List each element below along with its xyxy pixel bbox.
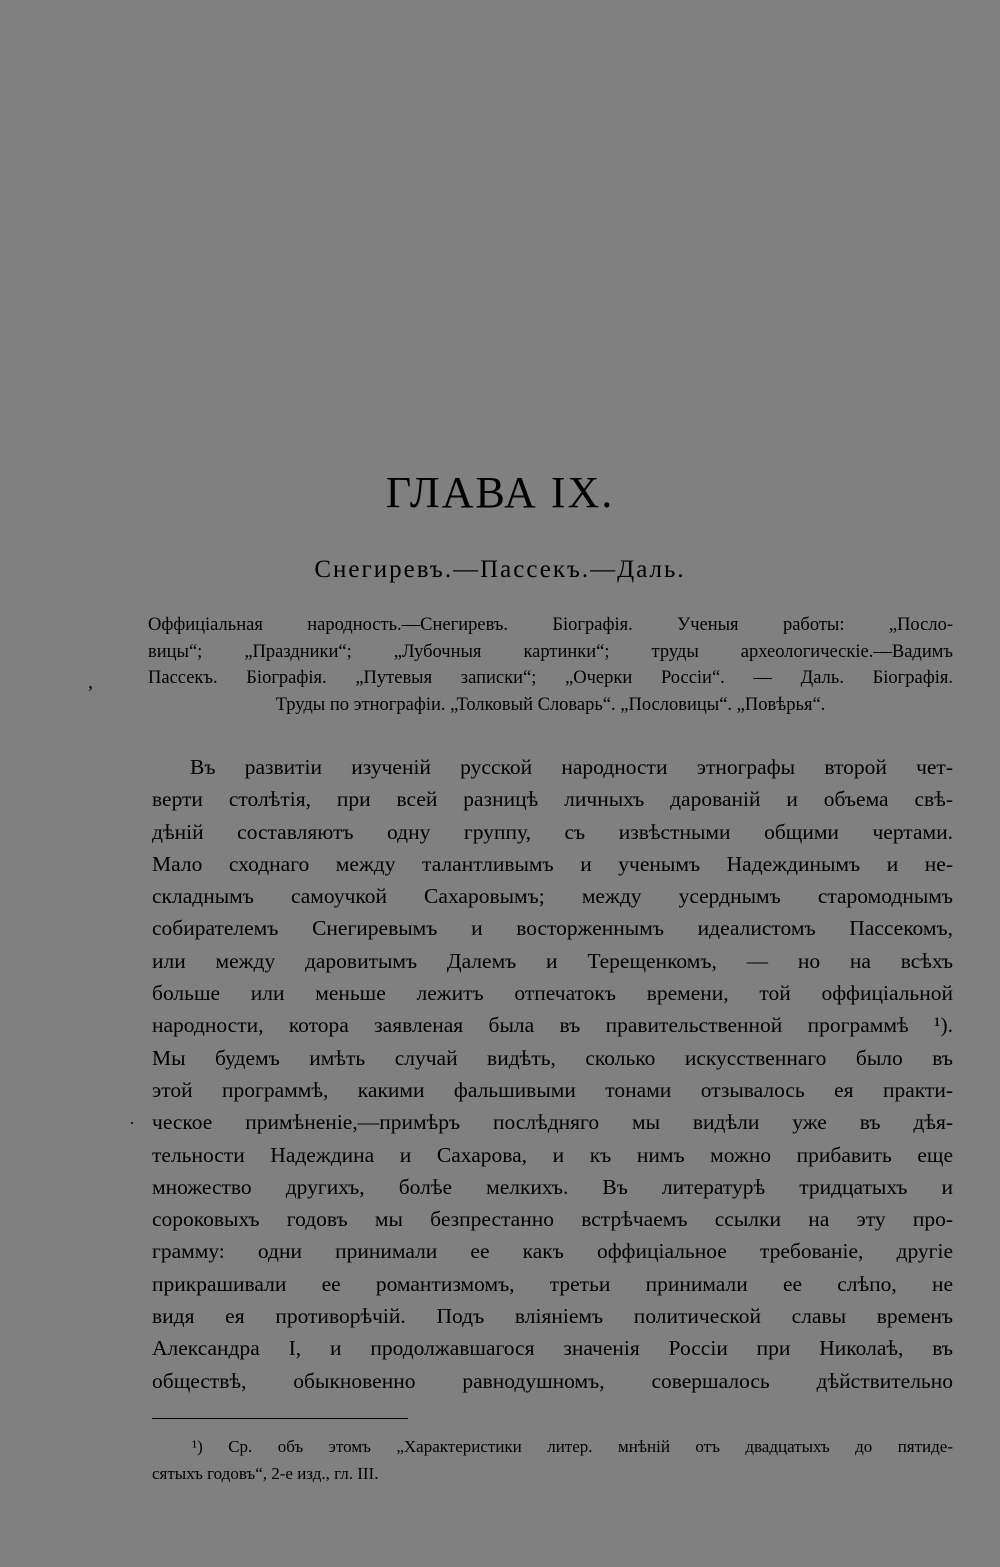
body-line: ческое примѣненіе,—примѣръ послѣдняго мы видѣли уже въ дѣя- [152, 1110, 953, 1135]
body-line: этой программѣ, какими фальшивыми тонами отзывалось ея практи- [152, 1077, 953, 1102]
scan-speck [131, 1122, 133, 1124]
body-line: складнымъ самоучкой Сахаровымъ; между усерднымъ старомоднымъ [152, 884, 953, 909]
footnote-divider [152, 1418, 408, 1419]
body-line: Мало сходнаго между талантливымъ и ученымъ Надеждинымъ и не- [152, 851, 953, 876]
chapter-subtitle: Снегиревъ.—Пассекъ.—Даль. [314, 556, 686, 583]
chapter-title: ГЛАВА IX. [385, 468, 615, 517]
body-line: прикрашивали ее романтизмомъ, третьи принимали ее слѣпо, не [152, 1271, 953, 1296]
body-line: верти столѣтія, при всей разницѣ личныхъ дарованій и объема свѣ- [152, 787, 953, 812]
body-line: множество другихъ, болѣе мелкихъ. Въ литературѣ тридцатыхъ и [152, 1174, 953, 1199]
summary-line: Оффиціальная народность.—Снегиревъ. Біографія. Ученыя работы: „Посло- [148, 615, 953, 635]
body-line: тельности Надеждина и Сахарова, и къ нимъ можно прибавить еще [152, 1142, 953, 1167]
footnote [152, 1433, 953, 1487]
body-line: Въ развитіи изученій русской народности этнографы второй чет- [190, 755, 953, 779]
chapter-summary [148, 612, 953, 718]
body-line: или между даровитымъ Далемъ и Терещенкомъ, — но на всѣхъ [152, 948, 953, 973]
body-line: народности, котора заявленая была въ правительственной программѣ ¹). [152, 1013, 953, 1038]
summary-line: вицы“; „Праздники“; „Лубочныя картинки“; труды археологическіе.—Вадимъ [148, 641, 953, 662]
summary-line: Труды по этнографіи. „Толковый Словарь“. „Пословицы“. „Повѣрья“. [275, 694, 826, 715]
footnote-line: сятыхъ годовъ“, 2-е изд., гл. III. [152, 1464, 379, 1483]
body-line: дѣній составляютъ одну группу, съ извѣстными общими чертами. [152, 819, 953, 844]
body-line: сороковыхъ годовъ мы безпрестанно встрѣчаемъ ссылки на эту про- [152, 1207, 953, 1232]
body-line: Александра I, и продолжавшагося значенія Россіи при Николаѣ, въ [152, 1336, 953, 1361]
summary-line: Пассекъ. Біографія. „Путевыя записки“; „Очерки Россіи“. — Даль. Біографія. [148, 668, 953, 688]
footnote-line: ¹) Ср. объ этомъ „Характеристики литер. мнѣній отъ двадцатыхъ до пятиде- [192, 1437, 953, 1456]
body-line: собирателемъ Снегиревымъ и восторженнымъ идеалистомъ Пассекомъ, [152, 916, 953, 941]
body-paragraph [152, 751, 953, 1397]
body-line: видя ея противорѣчій. Подъ вліяніемъ политической славы временъ [152, 1304, 953, 1329]
body-line: обществѣ, обыкновенно равнодушномъ, совершалось дѣйствительно [152, 1368, 953, 1393]
body-line: Мы будемъ имѣть случай видѣть, сколько искусственнаго было въ [152, 1045, 953, 1070]
body-line: грамму: одни принимали ее какъ оффиціальное требованіе, другіе [152, 1239, 953, 1264]
stray-ink-mark: , [88, 671, 93, 693]
body-line: больше или меньше лежитъ отпечатокъ времени, той оффиціальной [152, 981, 953, 1006]
